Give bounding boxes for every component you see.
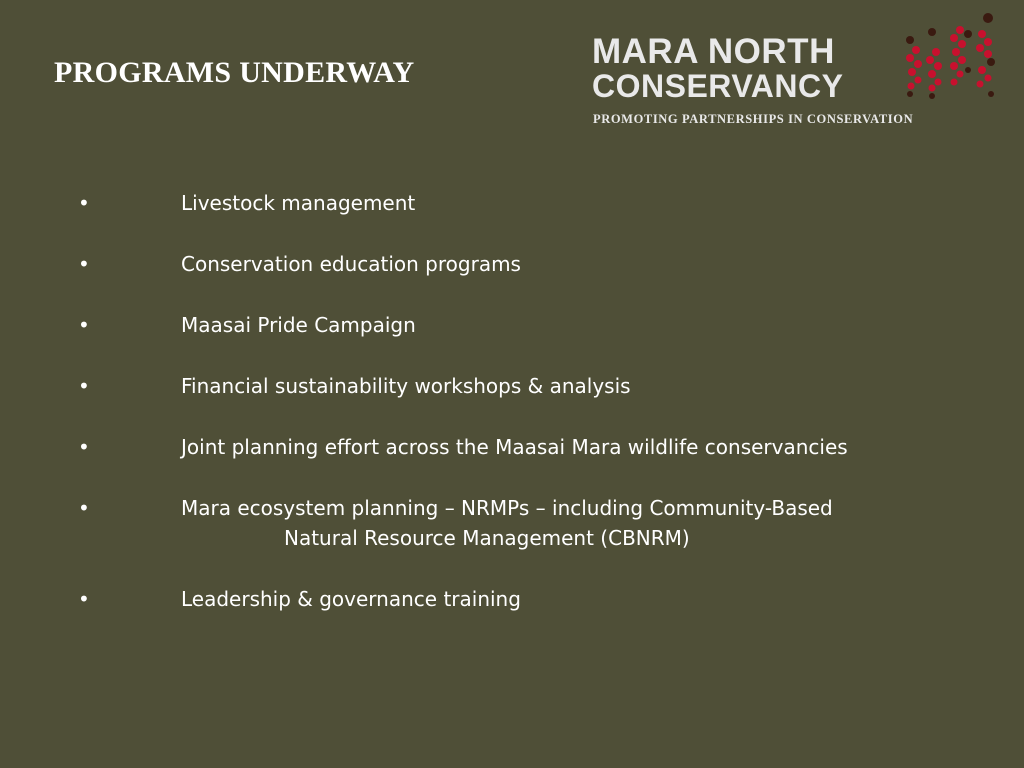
- logo-tagline: PROMOTING PARTNERSHIPS IN CONSERVATION: [593, 112, 914, 126]
- bullet-marker: •: [78, 191, 90, 215]
- bullet-marker: •: [78, 587, 90, 611]
- maasai-figures-icon: [898, 12, 998, 107]
- list-item-text: Maasai Pride Campaign: [181, 313, 416, 337]
- slide-title: PROGRAMS UNDERWAY: [54, 56, 415, 89]
- list-item: [78, 371, 941, 401]
- list-item-text: Livestock management: [181, 191, 416, 215]
- list-item: [78, 188, 941, 218]
- list-item: [78, 249, 941, 279]
- bullet-marker: •: [78, 435, 90, 459]
- list-item: [78, 493, 941, 553]
- list-item: [78, 432, 941, 462]
- list-item-text: Leadership & governance training: [181, 587, 521, 611]
- list-item: [78, 310, 941, 340]
- list-item-text: Mara ecosystem planning – NRMPs – including Community-Based: [181, 496, 833, 520]
- list-item-text: Financial sustainability workshops & analysis: [181, 374, 631, 398]
- logo-line1: MARA NORTH: [592, 32, 835, 71]
- bullet-marker: •: [78, 313, 90, 337]
- bullet-marker: •: [78, 496, 90, 520]
- mara-north-conservancy-logo: [590, 12, 1000, 132]
- logo-line2: CONSERVANCY: [592, 68, 844, 104]
- bullet-marker: •: [78, 374, 90, 398]
- list-item-text: Conservation education programs: [181, 252, 521, 276]
- bullet-marker: •: [78, 252, 90, 276]
- list-item-text: Joint planning effort across the Maasai Mara wildlife conservancies: [181, 435, 848, 459]
- programs-list: [78, 188, 941, 645]
- list-item-text-continuation: Natural Resource Management (CBNRM): [284, 526, 690, 550]
- list-item: [78, 584, 941, 614]
